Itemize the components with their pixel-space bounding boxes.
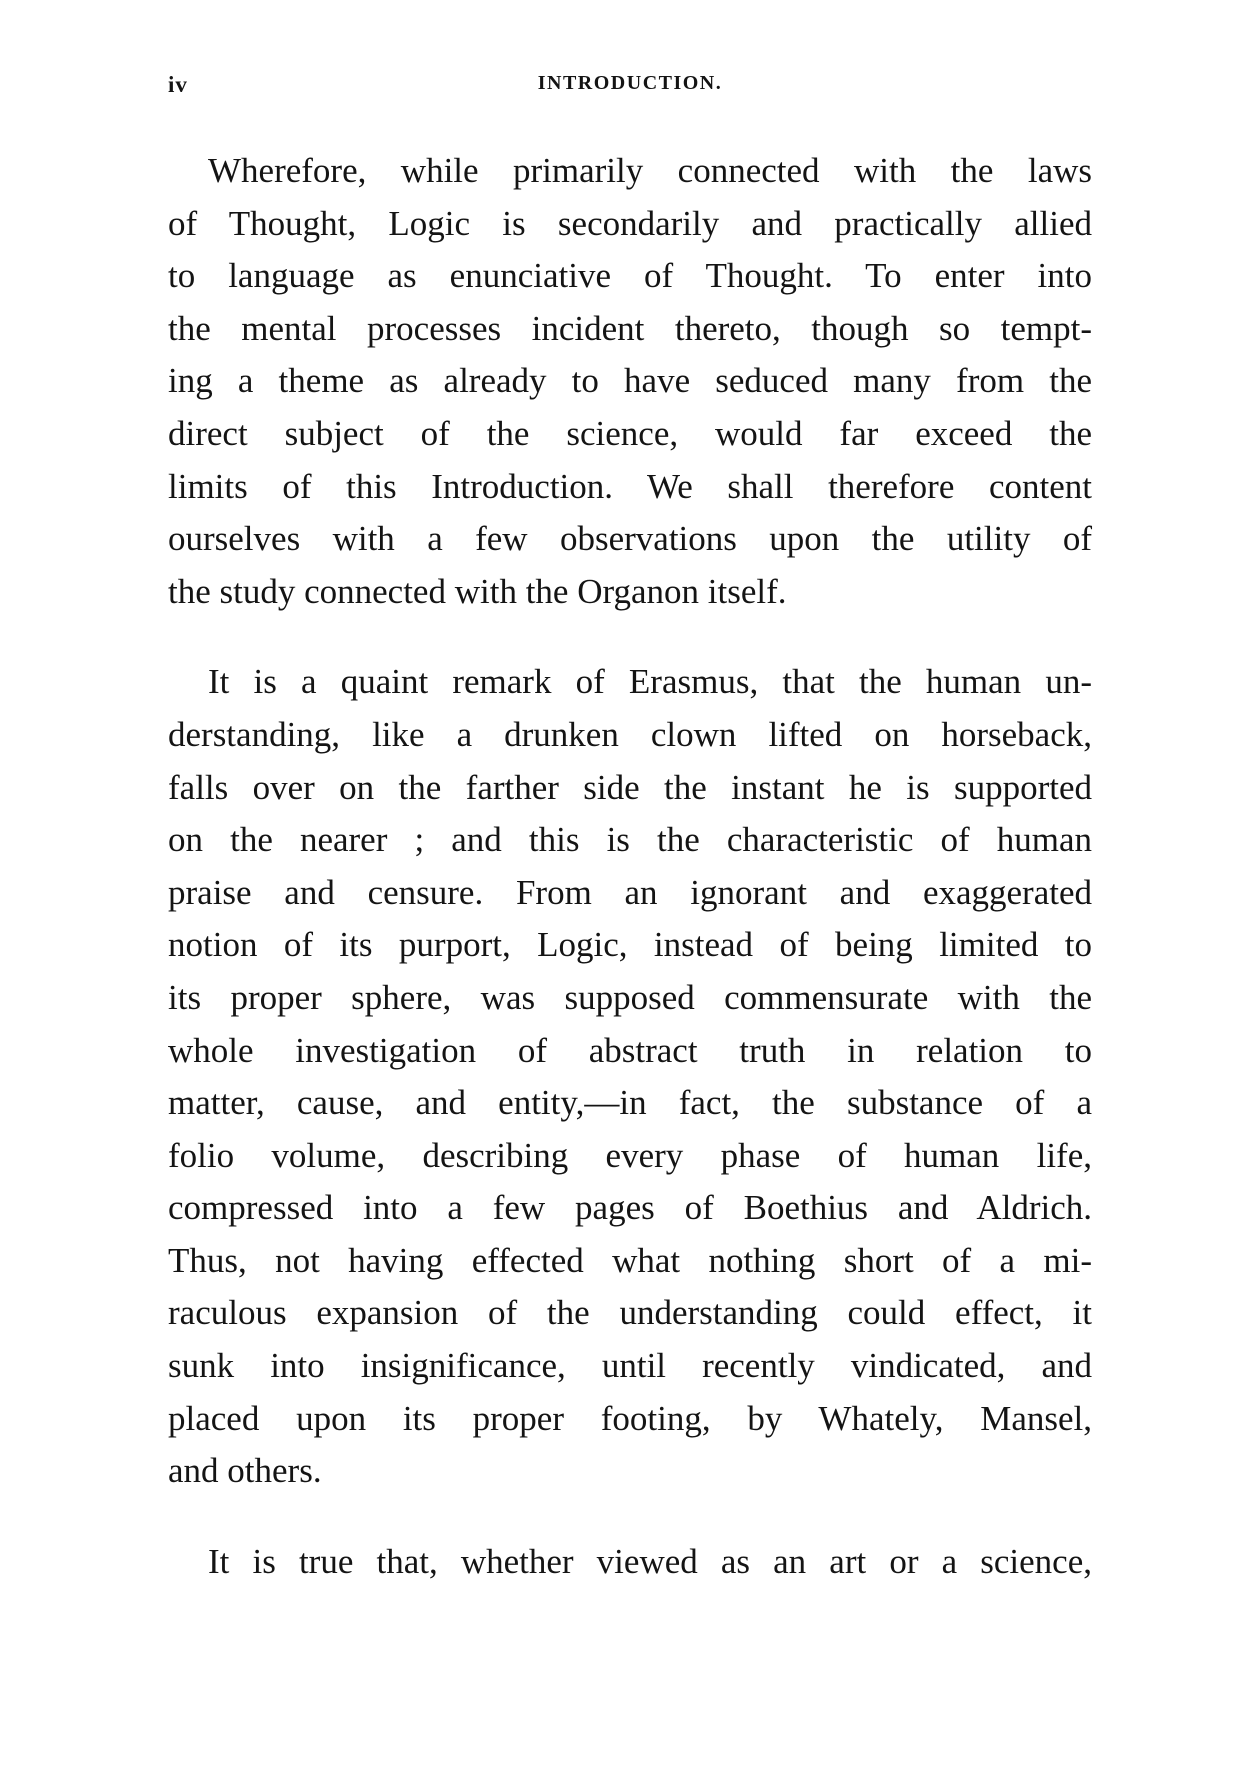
text-line: ing a theme as already to have seduced many from the	[168, 361, 1092, 401]
text-line: praise and censure. From an ignorant and exaggerated	[168, 872, 1092, 912]
paragraph-gap	[168, 1498, 1092, 1536]
text-line: to language as enunciative of Thought. To enter into	[168, 256, 1092, 296]
text-line: the mental processes incident thereto, though so tempt-	[168, 308, 1092, 348]
text-line: falls over on the farther side the instant he is supported	[168, 767, 1092, 807]
text-line: sunk into insignificance, until recently vindicated, and	[168, 1346, 1092, 1386]
paragraph	[168, 145, 1092, 618]
paragraph	[168, 1536, 1092, 1589]
text-line: of Thought, Logic is secondarily and practically allied	[168, 203, 1092, 243]
paragraph	[168, 656, 1092, 1498]
text-line: on the nearer ; and this is the characteristic of human	[168, 820, 1092, 860]
running-head	[168, 72, 1092, 106]
text-line: compressed into a few pages of Boethius and Aldrich.	[168, 1188, 1092, 1228]
text-line: It is a quaint remark of Erasmus, that the human un-	[208, 662, 1092, 702]
text-line: matter, cause, and entity,—in fact, the substance of a	[168, 1083, 1092, 1123]
text-line: notion of its purport, Logic, instead of being limited to	[168, 925, 1092, 965]
text-line: and others.	[168, 1451, 322, 1491]
text-line: raculous expansion of the understanding could effect, it	[168, 1293, 1092, 1333]
page-number: iv	[168, 72, 188, 97]
body-text	[168, 145, 1092, 1588]
text-line: Wherefore, while primarily connected with the laws	[208, 151, 1092, 190]
text-line: It is true that, whether viewed as an art or a science,	[208, 1541, 1092, 1581]
text-line: ourselves with a few observations upon the utility of	[168, 519, 1092, 559]
paragraph-gap	[168, 618, 1092, 656]
text-line: folio volume, describing every phase of human life,	[168, 1135, 1092, 1175]
text-line: direct subject of the science, would far exceed the	[168, 413, 1092, 453]
text-line: whole investigation of abstract truth in relation to	[168, 1030, 1092, 1070]
text-line: its proper sphere, was supposed commensurate with the	[168, 977, 1092, 1017]
text-line: the study connected with the Organon itself.	[168, 571, 787, 611]
running-title: INTRODUCTION.	[537, 72, 723, 94]
text-line: limits of this Introduction. We shall therefore content	[168, 466, 1092, 506]
text-line: Thus, not having effected what nothing short of a mi-	[168, 1240, 1092, 1280]
text-line: derstanding, like a drunken clown lifted on horseback,	[168, 714, 1092, 754]
text-line: placed upon its proper footing, by Whately, Mansel,	[168, 1398, 1092, 1438]
